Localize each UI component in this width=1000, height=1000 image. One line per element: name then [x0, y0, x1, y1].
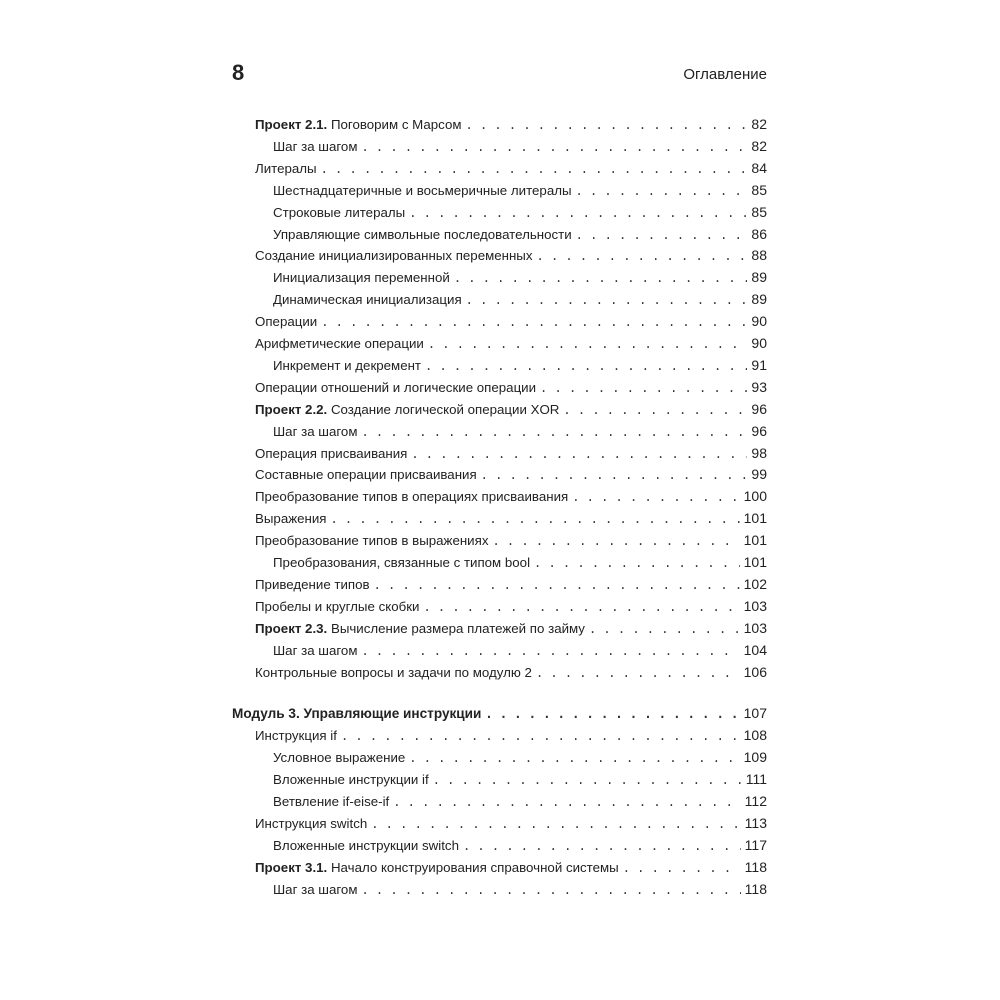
toc-entry	[255, 335, 767, 357]
toc-entry	[273, 269, 767, 291]
running-head: Оглавление	[683, 66, 767, 83]
toc-entry-page-number: 101	[743, 554, 767, 570]
toc-entry	[273, 837, 767, 859]
toc-entry-title-text: Шаг за шагом	[273, 642, 358, 658]
toc-entry-page-number: 104	[743, 641, 767, 658]
dot-leader	[454, 271, 748, 285]
toc-entry	[273, 204, 767, 226]
toc-entry-title	[273, 838, 463, 853]
dot-leader	[409, 751, 739, 765]
toc-entry	[273, 793, 767, 815]
toc-entry-title	[255, 467, 481, 482]
toc-entry-title	[255, 665, 536, 680]
dot-leader	[576, 228, 748, 242]
toc-entry-title	[255, 161, 321, 176]
dot-leader	[428, 337, 748, 351]
toc-entry-page-number: 85	[751, 181, 767, 198]
toc-entry	[273, 423, 767, 445]
dot-leader	[572, 490, 739, 504]
toc-entry-title	[255, 621, 589, 636]
toc-entry-title	[255, 511, 330, 526]
toc-entry-title-text: Преобразования, связанные с типом bool	[273, 555, 531, 570]
toc-entry-title	[273, 227, 576, 242]
toc-entry-page-number: 86	[751, 225, 767, 242]
toc-entry-title-text: Создание логической операции XOR	[327, 401, 560, 417]
dot-leader	[433, 773, 742, 787]
dot-leader	[321, 162, 748, 176]
toc-entry-title-text: Динамическая инициализация	[273, 292, 462, 308]
toc-entry-page-number: 99	[751, 466, 767, 483]
toc-entry-title	[255, 599, 423, 614]
toc-entry-title-text: Операции отношений и логические операции	[255, 379, 537, 395]
toc-entry-page-number: 88	[751, 247, 767, 264]
toc-entry-title	[273, 772, 433, 787]
toc-entry-title-text: Управляющие символьные последовательности	[273, 226, 572, 242]
dot-leader	[330, 512, 739, 526]
toc-entry-project-prefix: Проект 2.1.	[255, 117, 328, 132]
dot-leader	[411, 447, 747, 461]
toc-entry	[273, 749, 767, 771]
dot-leader	[623, 861, 741, 875]
toc-entry	[255, 727, 767, 749]
page-number: 8	[232, 60, 245, 85]
toc-entry-page-number: 90	[751, 313, 767, 330]
toc-entry-title	[255, 728, 341, 743]
toc-entry-title	[273, 794, 393, 809]
toc-entry-title-text: Выражения	[255, 511, 327, 527]
toc-entry-title	[273, 882, 361, 897]
toc-entry-page-number: 93	[751, 378, 767, 395]
toc-entry	[255, 116, 767, 138]
toc-entry	[273, 182, 767, 204]
toc-entry-page-number: 96	[751, 400, 767, 417]
toc-entry-page-number: 89	[751, 269, 767, 286]
toc-entry-title	[255, 489, 572, 504]
toc-entry-title-text: Поговорим с Марсом	[327, 117, 462, 132]
dot-leader	[425, 359, 747, 373]
dot-leader	[341, 729, 740, 743]
toc-entry-title	[255, 446, 411, 461]
toc-entry-title	[255, 117, 466, 132]
toc-entry-title	[273, 139, 361, 154]
toc-entry-page-number: 112	[744, 793, 767, 809]
toc-entry	[255, 488, 767, 510]
toc-entry-project-prefix: Проект 3.1.	[255, 859, 328, 875]
toc-entry-title	[255, 816, 371, 831]
toc-entry	[255, 445, 767, 467]
toc-entry-title	[273, 424, 361, 439]
toc-entry-page-number: 118	[744, 858, 767, 875]
toc-entry-page-number: 89	[751, 291, 767, 308]
toc-entry-title-text: Ветвление if-eise-if	[273, 794, 390, 809]
toc-entry-title-text: Вложенные инструкции switch	[273, 837, 459, 853]
dot-leader	[537, 249, 748, 263]
dot-leader	[563, 403, 747, 417]
dot-leader	[374, 578, 740, 592]
toc-entry	[255, 160, 767, 182]
toc-entry-page-number: 91	[751, 356, 767, 373]
toc-entry-title	[273, 358, 425, 373]
toc-entry	[273, 554, 767, 576]
toc-entry-title	[255, 577, 374, 592]
dot-leader	[393, 795, 740, 809]
toc-entry-project-prefix: Проект 2.3.	[255, 620, 328, 636]
toc-module-entry	[232, 705, 767, 727]
toc-entry-page-number: 103	[743, 619, 767, 636]
dot-leader	[463, 839, 741, 853]
toc-entry-title	[273, 205, 409, 220]
toc-entry-page-number: 108	[743, 727, 767, 744]
toc-entry-title	[255, 533, 492, 548]
toc-entry-title	[255, 314, 321, 329]
toc-entry-title-text: Инициализация переменной	[273, 270, 450, 286]
toc-entry-page-number: 117	[744, 836, 767, 853]
toc-entry-page-number: 118	[744, 880, 767, 897]
toc-entry-title	[273, 643, 361, 658]
dot-leader	[371, 817, 740, 831]
dot-leader	[466, 293, 748, 307]
toc-entry-page-number: 107	[743, 705, 767, 722]
toc-entry	[255, 576, 767, 598]
toc-entry-title	[255, 860, 623, 875]
toc-entry-page-number: 111	[745, 771, 767, 788]
toc-entry	[255, 510, 767, 532]
dot-leader	[361, 883, 740, 897]
toc-entry-page-number: 109	[743, 749, 767, 766]
toc-entry	[255, 815, 767, 837]
toc-entry	[273, 138, 767, 160]
toc-entry-page-number: 82	[751, 116, 767, 132]
dot-leader	[321, 315, 747, 329]
toc-entry	[255, 859, 767, 881]
toc-entry-title-text: Пробелы и круглые скобки	[255, 598, 420, 614]
toc-entry	[273, 771, 767, 793]
toc-entry-title-text: Составные операции присваивания	[255, 467, 477, 483]
toc-entry	[255, 620, 767, 642]
toc-entry-title-text: Начало конструирования справочной системы	[327, 859, 619, 875]
toc-entry-title-text: Модуль 3. Управляющие инструкции	[232, 706, 482, 722]
toc-entry-title-text: Шаг за шагом	[273, 138, 358, 154]
toc-entry-title-text: Создание инициализированных переменных	[255, 248, 533, 264]
toc-entry	[255, 247, 767, 269]
dot-leader	[361, 140, 747, 154]
toc-entry-title	[273, 750, 409, 765]
toc-entry-title	[255, 380, 540, 395]
toc-entry-title-text: Шаг за шагом	[273, 423, 358, 439]
toc-entry-title-text: Преобразование типов в операциях присваивания	[255, 489, 569, 505]
toc-entry-title	[232, 706, 485, 721]
dot-leader	[481, 468, 748, 482]
toc-entry	[255, 532, 767, 554]
toc-entry-title	[273, 292, 466, 307]
dot-leader	[540, 381, 747, 395]
toc-entry-title-text: Преобразование типов в выражениях	[255, 533, 489, 549]
dot-leader	[423, 600, 739, 614]
dot-leader	[485, 707, 739, 721]
toc-entry-title	[255, 336, 428, 351]
toc-entry-title-text: Литералы	[255, 160, 317, 176]
toc-entry	[255, 598, 767, 620]
dot-leader	[576, 184, 748, 198]
dot-leader	[534, 556, 740, 570]
toc-entry	[255, 466, 767, 488]
toc-entry-title-text: Вычисление размера платежей по займу	[327, 620, 585, 636]
toc-entry-page-number: 100	[743, 488, 767, 505]
toc-entry-page-number: 84	[751, 159, 767, 176]
dot-leader	[492, 534, 739, 548]
toc-entry-project-prefix: Проект 2.2.	[255, 401, 328, 417]
toc-entry-title-text: Условное выражение	[273, 750, 406, 766]
toc-entry	[255, 401, 767, 423]
dot-leader	[536, 666, 740, 680]
toc-entry-title-text: Инкремент и декремент	[273, 357, 422, 373]
toc-entry-title-text: Шестнадцатеричные и восьмеричные литералы	[273, 182, 572, 198]
toc-entry-page-number: 106	[743, 663, 767, 680]
dot-leader	[466, 118, 748, 132]
toc-entry-title	[255, 402, 563, 417]
toc-entry-title-text: Шаг за шагом	[273, 881, 358, 897]
toc-entry-title-text: Контрольные вопросы и задачи по модулю 2	[255, 664, 532, 680]
toc-entry-page-number: 96	[751, 422, 767, 439]
toc-entry-title	[273, 183, 576, 198]
toc-entry-page-number: 90	[751, 335, 767, 351]
toc-entry-title	[273, 270, 454, 285]
toc-entry	[255, 664, 767, 686]
dot-leader	[361, 644, 739, 658]
toc-entry	[273, 642, 767, 664]
toc-entry-title-text: Инструкция switch	[255, 815, 368, 831]
toc-entry	[255, 379, 767, 401]
toc-entry	[273, 226, 767, 248]
toc-entry	[273, 291, 767, 313]
toc-entry-page-number: 101	[743, 532, 767, 549]
toc-entry-page-number: 85	[751, 203, 767, 220]
toc-entry	[255, 313, 767, 335]
toc-entry-page-number: 103	[743, 597, 767, 614]
toc-entry-page-number: 102	[743, 575, 767, 592]
toc-entry-title-text: Строковые литералы	[273, 204, 406, 220]
toc-entry	[273, 357, 767, 379]
dot-leader	[361, 425, 747, 439]
toc-entry-title-text: Арифметические операции	[255, 336, 424, 351]
toc-entry-page-number: 101	[743, 510, 767, 527]
dot-leader	[409, 206, 747, 220]
toc-entry-page-number: 82	[751, 137, 767, 154]
toc-entry-title-text: Вложенные инструкции if	[273, 772, 429, 788]
toc-entry-title-text: Приведение типов	[255, 576, 370, 592]
toc-entry-page-number: 113	[744, 814, 767, 831]
toc-entry-title	[273, 555, 534, 570]
toc-entry-title-text: Операция присваивания	[255, 445, 408, 461]
toc-entry-page-number: 98	[751, 444, 767, 461]
dot-leader	[589, 622, 740, 636]
toc-entry-title-text: Инструкция if	[255, 728, 337, 744]
toc-entry-title	[255, 248, 537, 263]
toc-entry-title-text: Операции	[255, 314, 318, 330]
toc-entry	[273, 881, 767, 903]
